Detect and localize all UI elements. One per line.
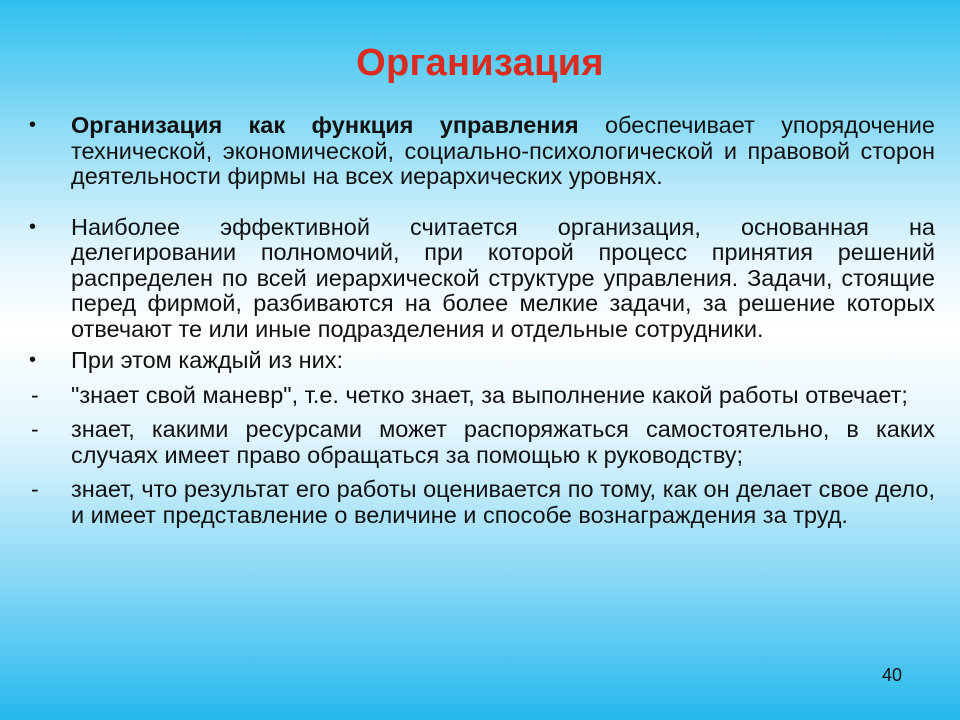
slide-body: [29, 113, 935, 528]
dash-item-text: знает, что результат его работы оценивается по тому, как он делает свое дело, и имеет представление о величине и способе вознаграждения за труд.: [71, 476, 935, 528]
dash-marker: -: [31, 476, 39, 502]
dash-item-3: [29, 477, 935, 528]
slide-title: Организация: [356, 42, 604, 84]
dash-item-2: [29, 417, 935, 468]
bullet-marker: •: [29, 215, 37, 238]
bullet-text: обеспечивает упорядочение технической, экономической, социально-психологической и правовой сторон деятельности фирмы на всех иерархических уровнях.: [71, 112, 935, 189]
bullet-text: При этом каждый из них:: [71, 347, 344, 373]
bullet-bold-text: Организация как функция управления: [71, 112, 579, 138]
dash-marker: -: [31, 416, 39, 442]
bullet-marker: •: [29, 114, 37, 136]
bullet-item-2: [29, 215, 935, 343]
dash-item-1: [29, 383, 935, 409]
dash-item-text: "знает свой маневр", т.е. четко знает, за выполнение какой работы отвечает;: [71, 381, 908, 408]
bullet-marker: •: [29, 349, 37, 371]
page-number: 40: [881, 665, 902, 685]
bullet-text: Наиболее эффективной считается организация, основанная на делегировании полномочий, при которой процесс принятия решений распределен по всей иерархической структуре управления. Задачи, стоящие перед фирмой, разбиваются на более мелкие задачи, за решение которых отвечают те или иные подразделения и отдельные сотрудники.: [71, 213, 935, 342]
dash-item-text: знает, какими ресурсами может распоряжаться самостоятельно, в каких случаях имеет право обращаться за помощью к руководству;: [71, 416, 935, 468]
bullet-item-1: [29, 113, 935, 190]
bullet-item-3: [29, 348, 935, 374]
dash-marker: -: [31, 381, 39, 408]
